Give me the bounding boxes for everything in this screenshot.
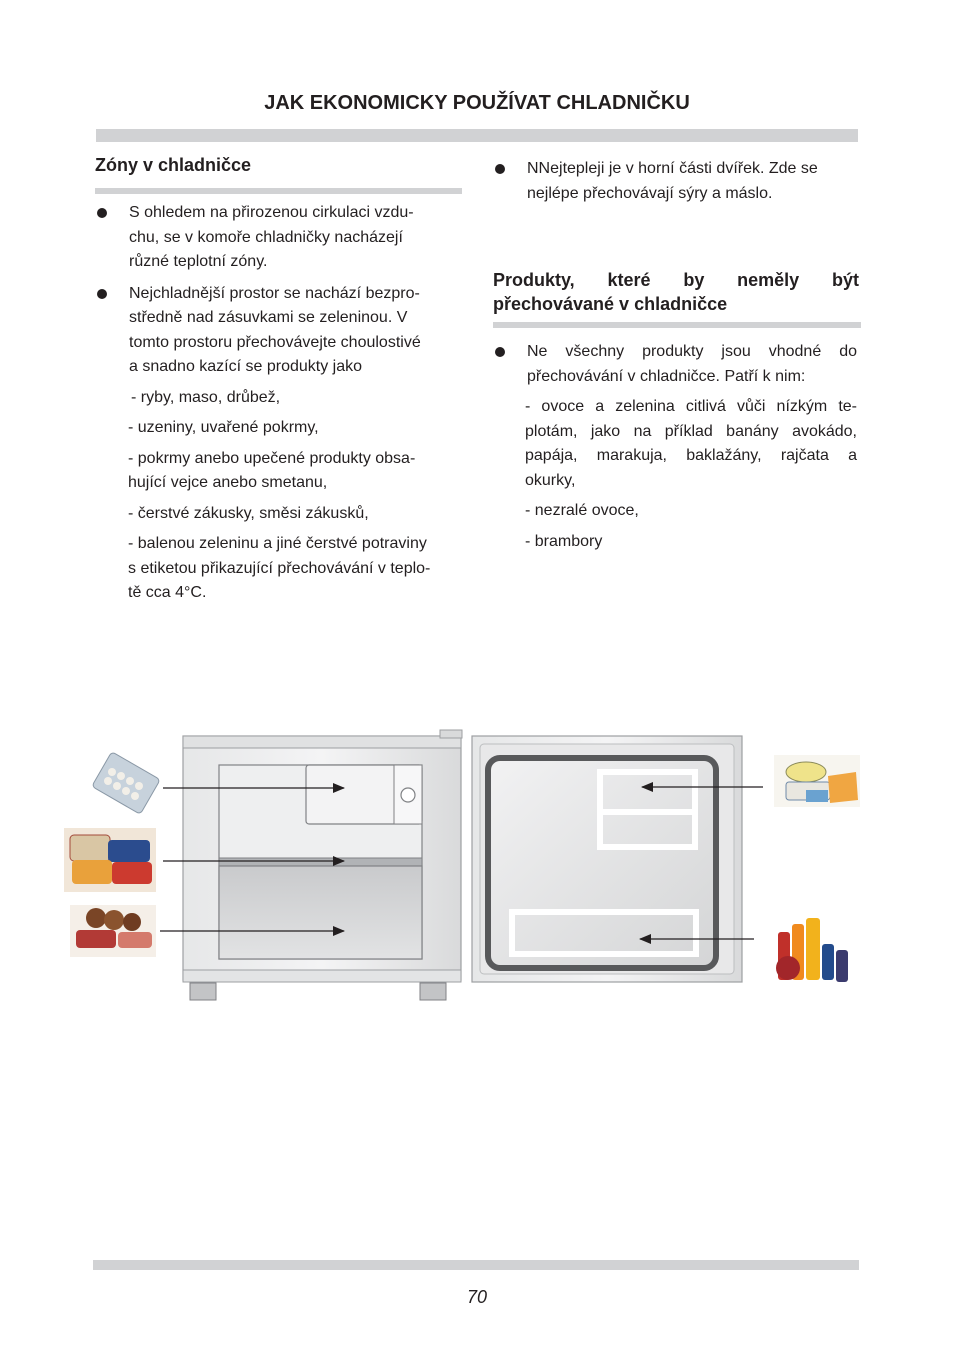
bullet-not-suitable: [493, 340, 857, 389]
dash-item: [493, 395, 857, 493]
text-line: okurky,: [525, 471, 576, 489]
text-line: plotám, jako na příklad banány avokádo,: [525, 422, 857, 440]
dash-item: [95, 532, 462, 606]
left-column-text: [95, 201, 462, 606]
right-bullet-warmest: [493, 157, 857, 206]
text-line: - ovoce a zelenina citlivá vůči nízkým te-: [525, 398, 857, 415]
dash-item: - ryby, maso, drůbež,: [131, 388, 281, 406]
text-line: středně nad zásuvkami se zeleninou. V: [129, 309, 408, 326]
text-line: tě cca 4°C.: [128, 584, 207, 601]
dash-item: - nezralé ovoce,: [525, 502, 639, 519]
fridge-illustration: [0, 720, 954, 1010]
text-line: a snadno kazící se produkty jako: [129, 358, 363, 375]
text-line: přechovávání v chladničce. Patří k nim:: [527, 367, 806, 385]
bottles-jars-image: [771, 912, 853, 990]
page-title: JAK EKONOMICKY POUŽÍVAT CHLADNIČKU: [264, 92, 690, 114]
title-rule: [96, 129, 858, 142]
text-line: různé teplotní zóny.: [129, 253, 268, 270]
eggs-tray-image: [92, 752, 160, 815]
right-column-text: [493, 340, 857, 554]
fridge-body: [183, 730, 462, 1000]
text-line: s etiketou přikazující přechovávání v teplo-: [128, 559, 431, 577]
text-line: Nejchladnější prostor se nachází bezpro-: [129, 284, 420, 302]
heading-line: Produkty, které by neměly být: [493, 270, 859, 290]
fridge-door: [472, 736, 742, 982]
footer-rule: [93, 1260, 859, 1270]
dash-item: - uzeniny, uvařené pokrmy,: [128, 419, 319, 436]
text-line: Ne všechny produkty jsou vhodné do: [527, 343, 857, 360]
right-heading-rule: [493, 322, 861, 328]
left-heading-rule: [95, 188, 462, 194]
meals-packages-image: [64, 828, 156, 892]
cheese-butter-image: [774, 755, 860, 807]
bullet-warmest: [493, 157, 857, 206]
dash-item: - brambory: [525, 532, 603, 550]
text-line: - pokrmy anebo upečené produkty obsa-: [128, 449, 416, 467]
bullet-coldest: [95, 282, 462, 380]
text-line: - balenou zeleninu a jiné čerstvé potraviny: [128, 535, 427, 552]
text-line: papája, marakuja, baklažány, rajčata a: [525, 447, 857, 464]
left-heading: Zóny v chladničce: [95, 155, 252, 175]
page-number: 70: [466, 1287, 488, 1307]
text-line: NNejtepleji je v horní části dvířek. Zde se: [527, 160, 818, 177]
heading-line: přechovávané v chladničce: [493, 294, 728, 314]
text-line: tomto prostoru přechovávejte choulostivé: [129, 333, 421, 351]
meat-products-image: [70, 905, 156, 957]
text-line: chu, se v komoře chladničky nacházejí: [129, 228, 403, 246]
right-heading: [493, 268, 859, 316]
dash-item: [95, 447, 462, 496]
text-line: S ohledem na přirozenou cirkulaci vzdu-: [129, 204, 414, 221]
text-line: nejlépe přechovávají sýry a máslo.: [527, 184, 773, 202]
bullet-zones: [95, 201, 462, 275]
text-line: hující vejce anebo smetanu,: [128, 474, 328, 491]
dash-item: - čerstvé zákusky, směsi zákusků,: [128, 504, 369, 522]
